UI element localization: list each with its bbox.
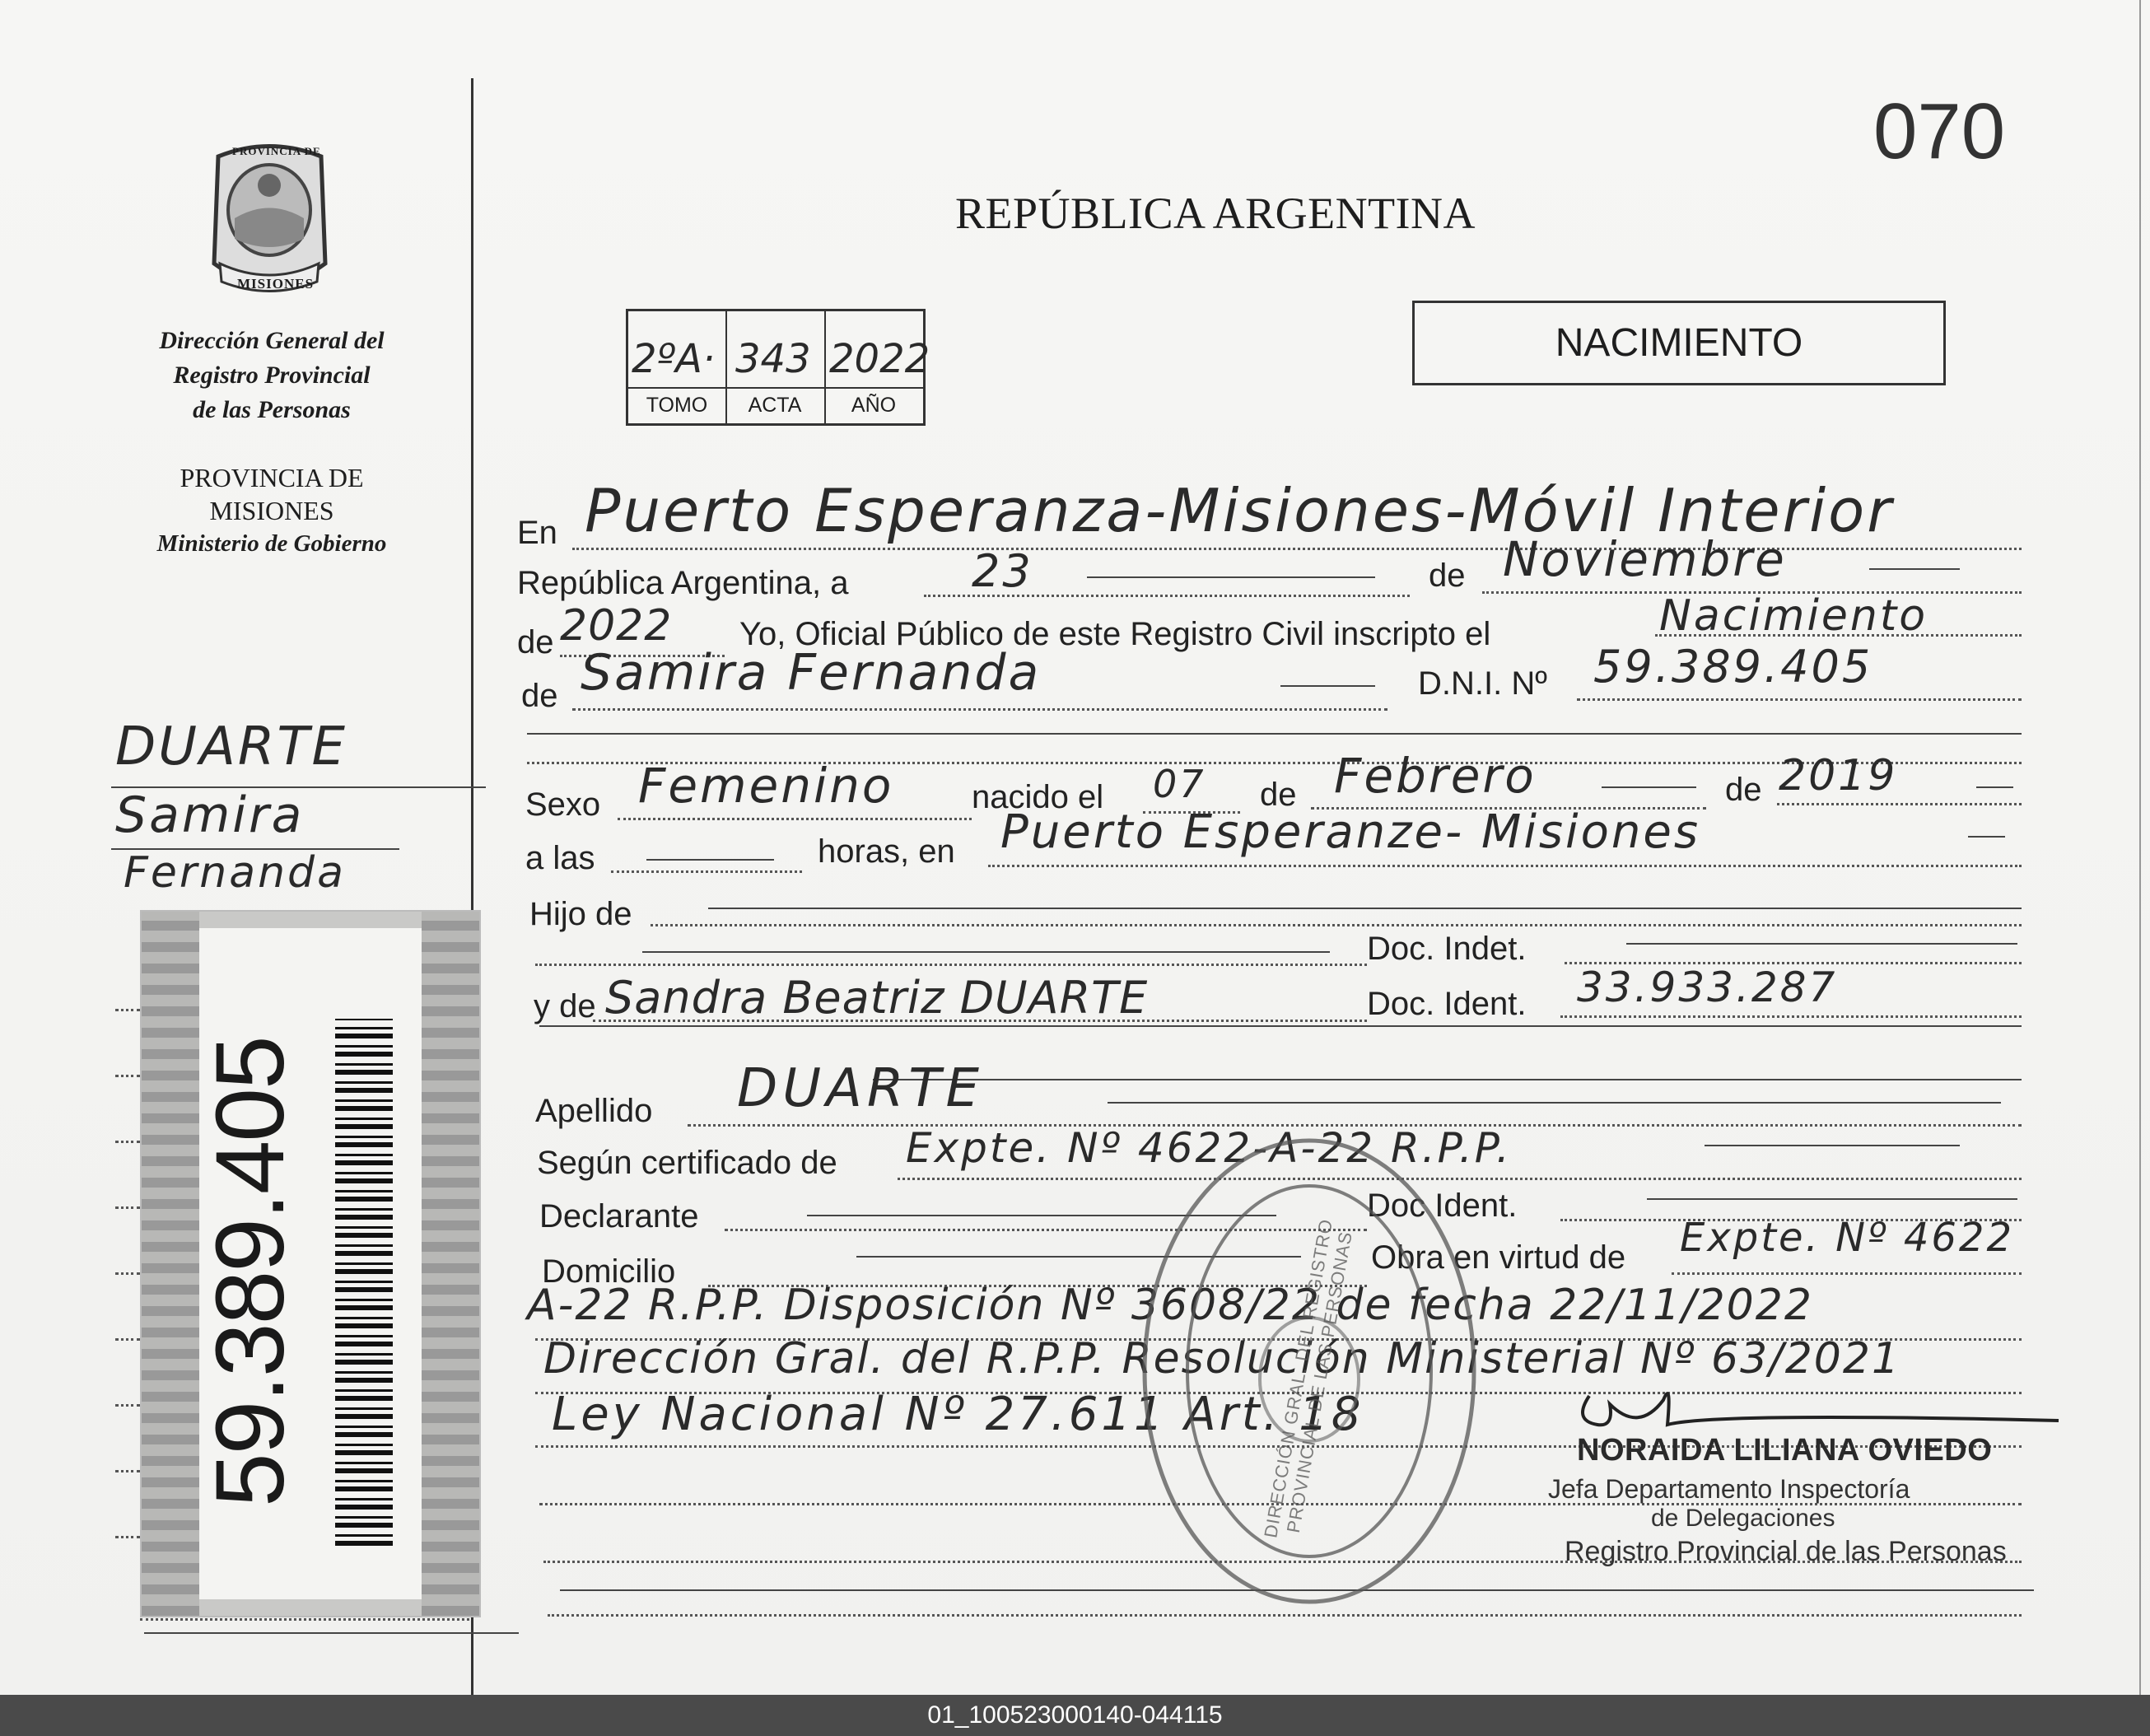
sexo-value: Femenino (638, 758, 894, 814)
record-type-label: NACIMIENTO (1555, 321, 1803, 365)
dotted-line (651, 924, 2022, 926)
dni-sticker (140, 910, 481, 1617)
dash-line (1626, 943, 2017, 945)
dash-line (1976, 786, 2013, 788)
province-name (124, 461, 420, 560)
mother-doc-value: 33.933.287 (1577, 964, 1838, 1011)
ministry-name: Ministerio de Gobierno (156, 530, 387, 557)
sticker-pattern (142, 912, 199, 1616)
dotted-line (572, 548, 2022, 550)
segun-value: Expte. Nº 4622-A-22 R.P.P. (906, 1124, 1512, 1172)
province-line-2: MISIONES (209, 496, 334, 525)
dotted-line (1777, 803, 2022, 805)
dash-line (1108, 1102, 2001, 1104)
dotted-line (535, 964, 1367, 966)
province-line-1: PROVINCIA DE (180, 463, 364, 492)
obra-value: Expte. Nº 4622 (1680, 1215, 2015, 1261)
dash-line (1968, 836, 2005, 838)
day-value: 23 (972, 545, 1033, 597)
dotted-line (611, 870, 802, 873)
note-line-1: A-22 R.P.P. Disposición Nº 3608/22 de fecha 22/11/2022 (527, 1281, 1813, 1330)
alas-label: a las (525, 840, 595, 876)
sidebar-dotted-line (115, 1338, 140, 1341)
note-line-2: Dirección Gral. del R.P.P. Resolución Ministerial Nº 63/2021 (543, 1334, 1901, 1384)
sidebar-bottom-rule (144, 1632, 519, 1634)
dash-line (1869, 568, 1960, 570)
doc-indet-label: Doc. Indet. (1367, 931, 1527, 967)
dotted-line (572, 708, 1387, 711)
dash-line (708, 908, 2022, 909)
dash-line (873, 1079, 2022, 1080)
de-label: de (1429, 558, 1466, 594)
agency-name (124, 324, 420, 427)
de4-label: de (1260, 777, 1297, 813)
horas-label: horas, en (818, 833, 955, 870)
sidebar-name-2: Fernanda (124, 848, 346, 898)
nacido-label: nacido el (972, 779, 1104, 815)
signatory-title-2: de Delegaciones (1651, 1505, 1835, 1532)
act-type-value: Nacimiento (1659, 591, 1928, 641)
tomo-label: TOMO (646, 394, 708, 417)
declarante-label: Declarante (539, 1198, 699, 1234)
dash-line (1705, 1145, 1960, 1146)
dash-line (1647, 1198, 2017, 1200)
de3-label: de (521, 678, 558, 714)
republica-label: República Argentina, a (517, 565, 849, 601)
hijo-label: Hijo de (529, 896, 632, 932)
acta-value: 343 (735, 336, 811, 382)
sexo-label: Sexo (525, 786, 601, 823)
dni-value: 59.389.405 (1593, 641, 1873, 693)
registry-table-divider (628, 387, 923, 389)
yde-label: y de (534, 988, 596, 1024)
segun-label: Según certificado de (537, 1145, 837, 1181)
birth-place-value: Puerto Esperanze- Misiones (1000, 805, 1700, 859)
yo-text: Yo, Oficial Público de este Registro Civil inscripto el (739, 616, 1491, 652)
sidebar-name-1: Samira (115, 786, 305, 844)
registry-table (626, 309, 930, 426)
signatory-title-3: Registro Provincial de las Personas (1565, 1536, 2007, 1567)
month-value: Noviembre (1503, 531, 1787, 587)
en-label: En (517, 515, 557, 551)
sidebar-dotted-line (115, 1272, 140, 1275)
domicilio-label: Domicilio (542, 1253, 676, 1290)
en-value: Puerto Esperanza-Misiones-Móvil Interior (585, 476, 1894, 545)
sidebar-dotted-line (115, 1470, 140, 1472)
dotted-line (988, 865, 2022, 867)
agency-line-1: Dirección General del (159, 327, 385, 354)
agency-line-3: de las Personas (193, 396, 351, 423)
dotted-line (1560, 1015, 2022, 1018)
year-value: 2022 (560, 601, 673, 651)
country-title: REPÚBLICA ARGENTINA (955, 189, 1476, 238)
anio-value: 2022 (829, 336, 930, 382)
acta-label: ACTA (748, 394, 802, 417)
de5-label: de (1725, 772, 1762, 808)
de2-label: de (517, 624, 554, 660)
sidebar-dotted-line (140, 1618, 469, 1621)
agency-line-2: Registro Provincial (173, 362, 371, 389)
apellido-value: DUARTE (737, 1058, 984, 1119)
page-edge (2139, 0, 2141, 1695)
dash-line (527, 733, 2022, 735)
page-number: 070 (1873, 87, 2006, 175)
dash-line (646, 859, 774, 861)
record-type-box (1412, 301, 1946, 385)
mother-value: Sandra Beatriz DUARTE (605, 972, 1149, 1024)
dash-line (1087, 576, 1375, 578)
dash-line (642, 951, 1330, 953)
signatory-title-1: Jefa Departamento Inspectoría (1548, 1474, 1910, 1504)
dash-line (1280, 685, 1375, 687)
sidebar-dotted-line (115, 1404, 140, 1407)
footer-id: 01_100523000140-044115 (0, 1695, 2150, 1736)
dni-label: D.N.I. Nº (1418, 665, 1547, 702)
sticker-pattern (422, 912, 479, 1616)
birth-day-value: 07 (1153, 762, 1206, 806)
doc-ident-2-label: Doc Ident. (1367, 1188, 1518, 1224)
dni-sticker-number: 59.389.405 (196, 1037, 305, 1507)
sidebar-dotted-line (115, 1075, 140, 1077)
seal-label-top: PROVINCIA DE (232, 145, 321, 157)
name-value: Samira Fernanda (581, 644, 1042, 702)
dotted-line (1577, 698, 2022, 701)
tomo-value: 2ºA· (632, 336, 716, 382)
dash-line (1602, 786, 1696, 788)
doc-ident-label: Doc. Ident. (1367, 986, 1527, 1022)
signature-scribble (1565, 1363, 2075, 1437)
stamp-text: DIRECCIÓN GRAL. DEL REGISTRO PROVINCIAL DE LAS PERSONAS (1260, 1217, 1356, 1540)
dotted-line (548, 1614, 2022, 1617)
sidebar-surname: DUARTE (115, 716, 347, 777)
sidebar-dotted-line (115, 1141, 140, 1143)
seal-label-bottom: MISIONES (237, 276, 315, 292)
obra-label: Obra en virtud de (1371, 1239, 1626, 1276)
birth-month-value: Febrero (1334, 748, 1537, 804)
dash-line (539, 1025, 2022, 1027)
dotted-line (618, 818, 972, 820)
sidebar-dotted-line (115, 1009, 140, 1011)
apellido-label: Apellido (535, 1093, 653, 1129)
dotted-line (1672, 1272, 2022, 1275)
sidebar-dotted-line (115, 1536, 140, 1538)
barcode (335, 1019, 393, 1546)
note-line-3: Ley Nacional Nº 27.611 Art. 18 (552, 1388, 1364, 1441)
anio-label: AÑO (851, 394, 897, 417)
signatory-name: NORAIDA LILIANA OVIEDO (1577, 1433, 1993, 1468)
birth-year-value: 2019 (1779, 751, 1898, 800)
sidebar-dotted-line (115, 1206, 140, 1209)
